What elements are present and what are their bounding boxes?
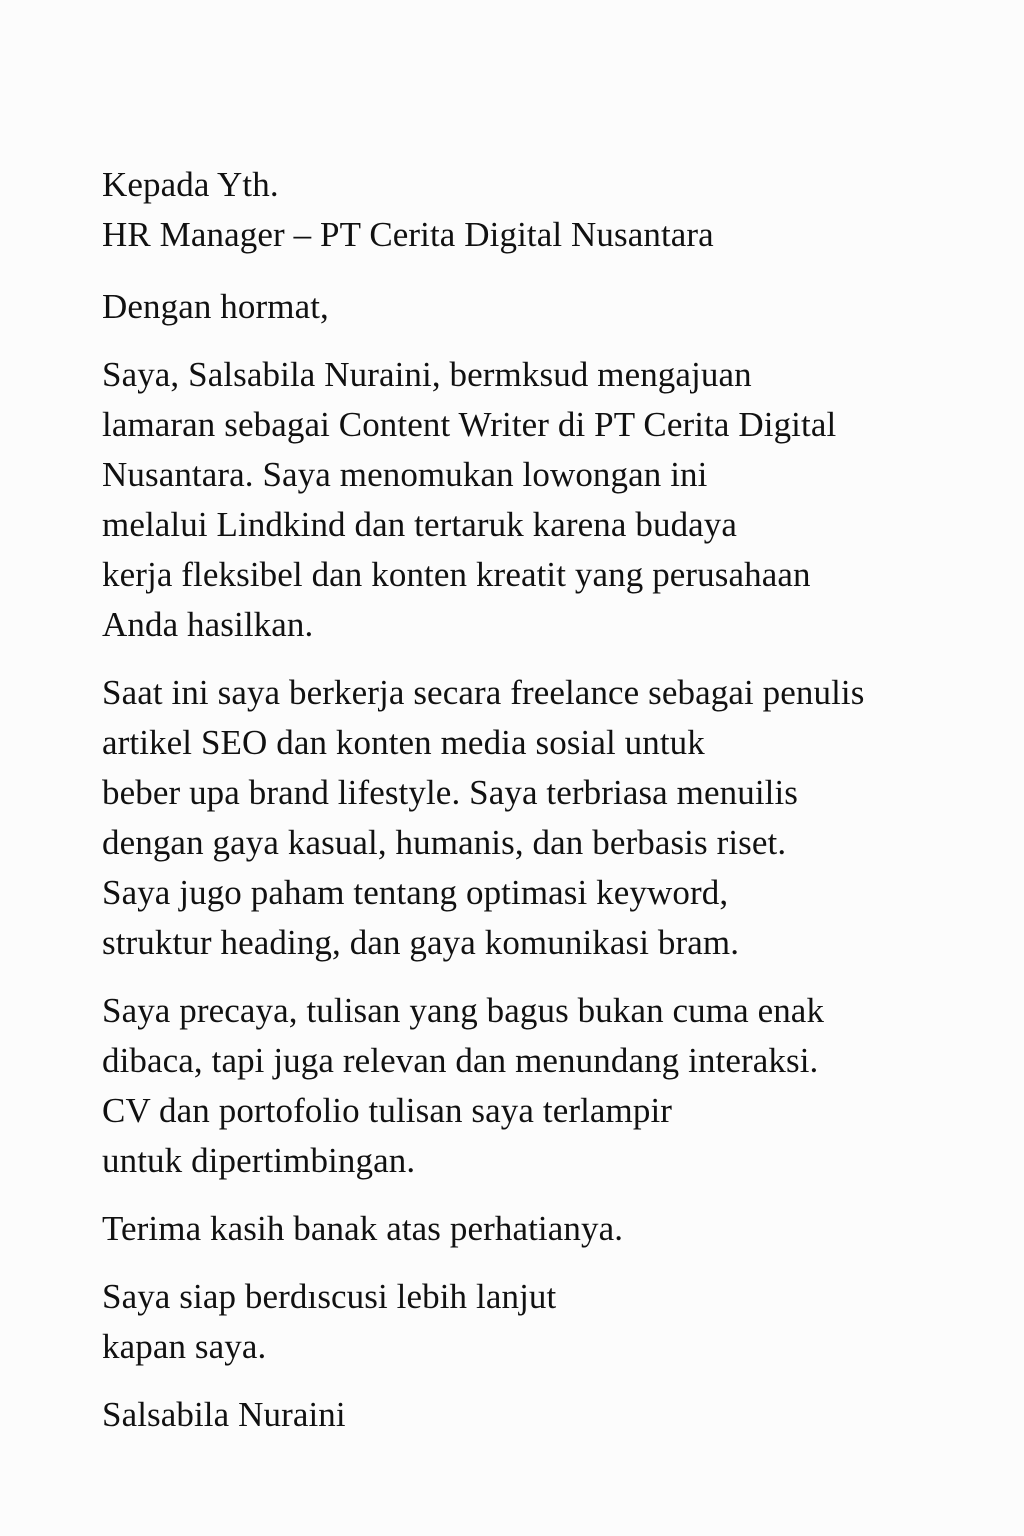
cover-letter [102,160,982,1440]
paragraph-belief [102,986,982,1186]
paragraph-line: kapan saya. [102,1327,267,1366]
recipient-block [102,160,982,260]
paragraph-line: dibaca, tapi juga relevan dan menundang interaksi. [102,1041,819,1080]
paragraph-line: Saya jugo paham tentang optimasi keyword, [102,873,729,912]
paragraph-line: kerja fleksibel dan konten kreatit yang perusahaan [102,555,811,594]
paragraph-line: Saya, Salsabila Nuraini, bermksud mengajuan [102,355,752,394]
recipient-position: HR Manager – PT Cerita Digital Nusantara [102,215,714,254]
paragraph-experience [102,668,982,968]
paragraph-line: artikel SEO dan konten media sosial untuk [102,723,705,762]
paragraph-line: Saya precaya, tulisan yang bagus bukan cuma enak [102,991,825,1030]
paragraph-line: CV dan portofolio tulisan saya terlampir [102,1091,673,1130]
paragraph-intro [102,350,982,650]
paragraph-line: lamaran sebagai Content Writer di PT Cerita Digital [102,405,837,444]
paragraph-line: melalui Lindkind dan tertaruk karena budaya [102,505,738,544]
recipient-salutation: Kepada Yth. [102,165,279,204]
paragraph-closing [102,1272,982,1372]
paragraph-line: Nusantara. Saya menomukan lowongan ini [102,455,708,494]
paragraph-line: beber upa brand lifestyle. Saya terbriasa menuilis [102,773,799,812]
greeting: Dengan hormat, [102,287,329,326]
paragraph-line: untuk dipertimbingan. [102,1141,416,1180]
greeting-block [102,282,982,332]
paragraph-line: Terima kasih banak atas perhatianya. [102,1209,624,1248]
paragraph-line: Anda hasilkan. [102,605,314,644]
signature-block [102,1390,982,1440]
paragraph-line: Saat ini saya berkerja secara freelance sebagai penulis [102,673,865,712]
paragraph-line: struktur heading, dan gaya komunikasi bram. [102,923,740,962]
paragraph-line: Saya siap berdıscusi lebih lanjut [102,1277,557,1316]
paragraph-thanks [102,1204,982,1254]
signature-name: Salsabila Nuraini [102,1395,346,1434]
paragraph-line: dengan gaya kasual, humanis, dan berbasis riset. [102,823,787,862]
